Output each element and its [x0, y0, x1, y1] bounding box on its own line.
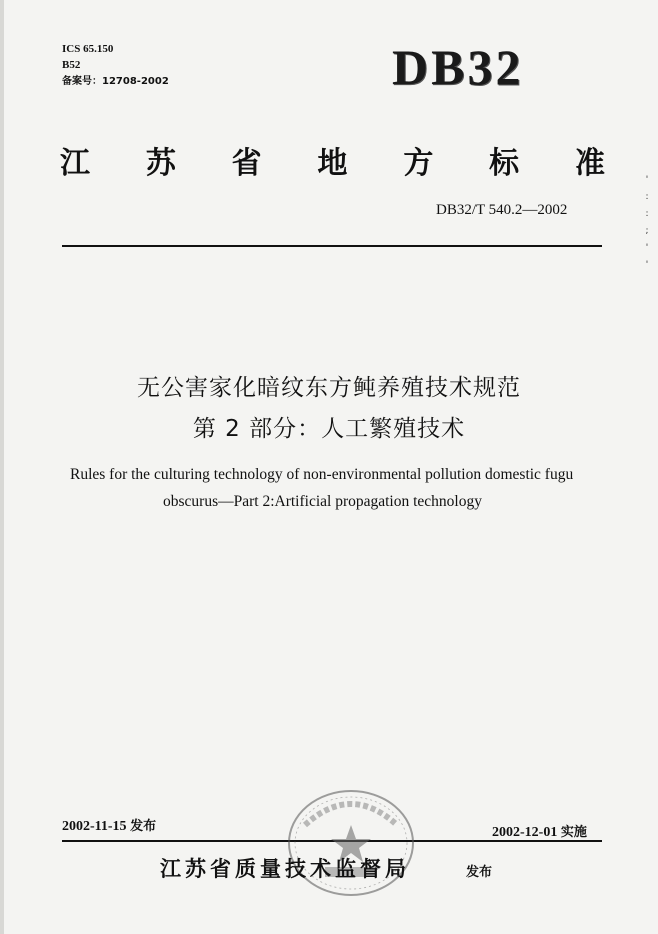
standard-type-heading	[60, 138, 605, 182]
scan-edge-marks: ' : : ; ' '	[645, 175, 649, 270]
db-code-logo: DB32	[392, 39, 524, 95]
title-en-line2: obscurus—Part 2:Artificial propagation technology	[163, 493, 482, 510]
issuing-authority: 江苏省质量技术监督局	[160, 857, 410, 881]
standard-type-char: 省	[231, 146, 262, 181]
title-zh-line2: 第 2 部分：人工繁殖技术	[192, 416, 466, 442]
title-en-line1: Rules for the culturing technology of non-environmental pollution domestic fugu	[70, 466, 574, 483]
implementation-date	[492, 821, 587, 841]
standard-type-char: 地	[317, 146, 348, 181]
filing-number: 备案号：12708-2002	[62, 76, 169, 87]
implementation-label: 实施	[560, 825, 587, 840]
issue-date	[62, 815, 156, 835]
issuer-suffix: 发布	[466, 865, 493, 880]
standard-number: DB32/T 540.2—2002	[436, 202, 568, 218]
title-zh-line1: 无公害家化暗纹东方鲀养殖技术规范	[137, 375, 521, 401]
page-edge	[0, 0, 4, 934]
standard-type-char: 方	[403, 146, 434, 181]
standard-type-char: 江	[60, 146, 90, 181]
classification-code: B52	[62, 59, 81, 71]
header-divider	[62, 245, 602, 247]
standard-type-char: 准	[574, 146, 605, 181]
ics-code: ICS 65.150	[62, 43, 114, 55]
standard-type-char: 苏	[145, 146, 176, 181]
implementation-date-value: 2002-12-01	[492, 825, 558, 840]
issue-label: 发布	[130, 819, 157, 834]
issue-date-value: 2002-11-15	[62, 819, 127, 834]
standard-type-char: 标	[489, 146, 520, 181]
